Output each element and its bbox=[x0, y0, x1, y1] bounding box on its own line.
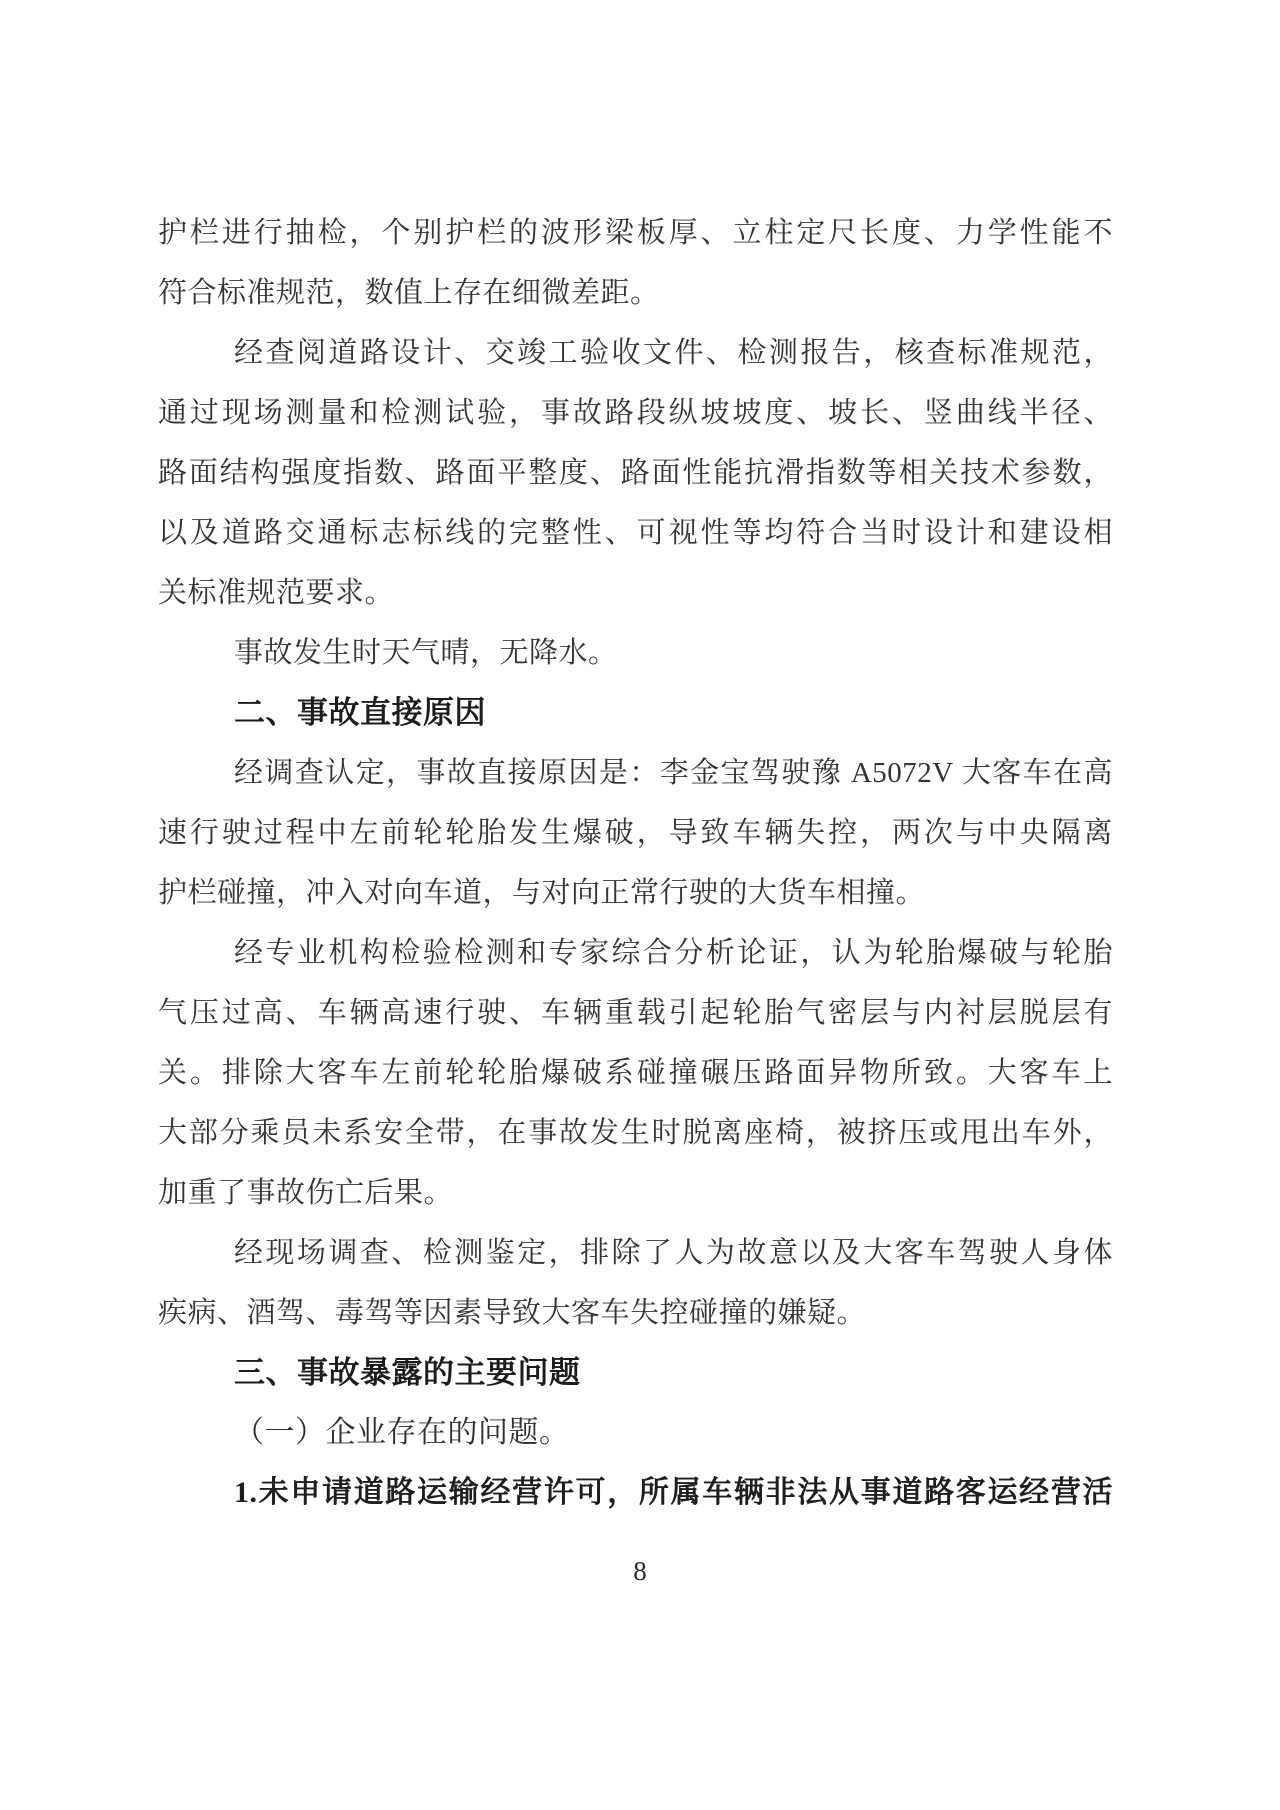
text-line: 经查阅道路设计、交竣工验收文件、检测报告，核查标准规范， bbox=[234, 337, 1113, 369]
text-line: 大部分乘员未系安全带，在事故发生时脱离座椅，被挤压或甩出车外， bbox=[158, 1117, 1113, 1149]
text-line: 通过现场测量和检测试验，事故路段纵坡坡度、坡长、竖曲线半径、 bbox=[158, 397, 1113, 429]
text-line: 经调查认定，事故直接原因是：李金宝驾驶豫 A5072V 大客车在高 bbox=[234, 757, 1113, 789]
text-line: 经专业机构检验检测和专家综合分析论证，认为轮胎爆破与轮胎 bbox=[234, 937, 1113, 969]
section-heading: 二、事故直接原因 bbox=[234, 695, 486, 730]
text-line: （一）企业存在的问题。 bbox=[234, 1416, 570, 1449]
text-line: 护栏碰撞，冲入对向车道，与对向正常行驶的大货车相撞。 bbox=[158, 877, 926, 909]
text-line: 关。排除大客车左前轮轮胎爆破系碰撞碾压路面异物所致。大客车上 bbox=[158, 1057, 1113, 1089]
text-line: 以及道路交通标志标线的完整性、可视性等均符合当时设计和建设相 bbox=[158, 517, 1113, 549]
section-heading: 三、事故暴露的主要问题 bbox=[234, 1355, 581, 1390]
text-line: 加重了事故伤亡后果。 bbox=[158, 1177, 454, 1209]
text-line: 疾病、酒驾、毒驾等因素导致大客车失控碰撞的嫌疑。 bbox=[158, 1297, 867, 1329]
text-line: 路面结构强度指数、路面平整度、路面性能抗滑指数等相关技术参数， bbox=[158, 457, 1113, 489]
text-line: 事故发生时天气晴，无降水。 bbox=[234, 637, 618, 669]
text-line: 1.未申请道路运输经营许可，所属车辆非法从事道路客运经营活 bbox=[234, 1476, 1113, 1509]
text-line: 护栏进行抽检，个别护栏的波形梁板厚、立柱定尺长度、力学性能不 bbox=[158, 217, 1113, 249]
text-line: 符合标准规范，数值上存在细微差距。 bbox=[158, 277, 660, 309]
page-number: 8 bbox=[633, 1556, 647, 1586]
text-line: 气压过高、车辆高速行驶、车辆重载引起轮胎气密层与内衬层脱层有 bbox=[158, 997, 1113, 1029]
text-block bbox=[158, 203, 1113, 1523]
text-line: 速行驶过程中左前轮轮胎发生爆破，导致车辆失控，两次与中央隔离 bbox=[158, 817, 1113, 849]
text-line: 关标准规范要求。 bbox=[158, 577, 395, 609]
text-line: 经现场调查、检测鉴定，排除了人为故意以及大客车驾驶人身体 bbox=[234, 1237, 1113, 1269]
